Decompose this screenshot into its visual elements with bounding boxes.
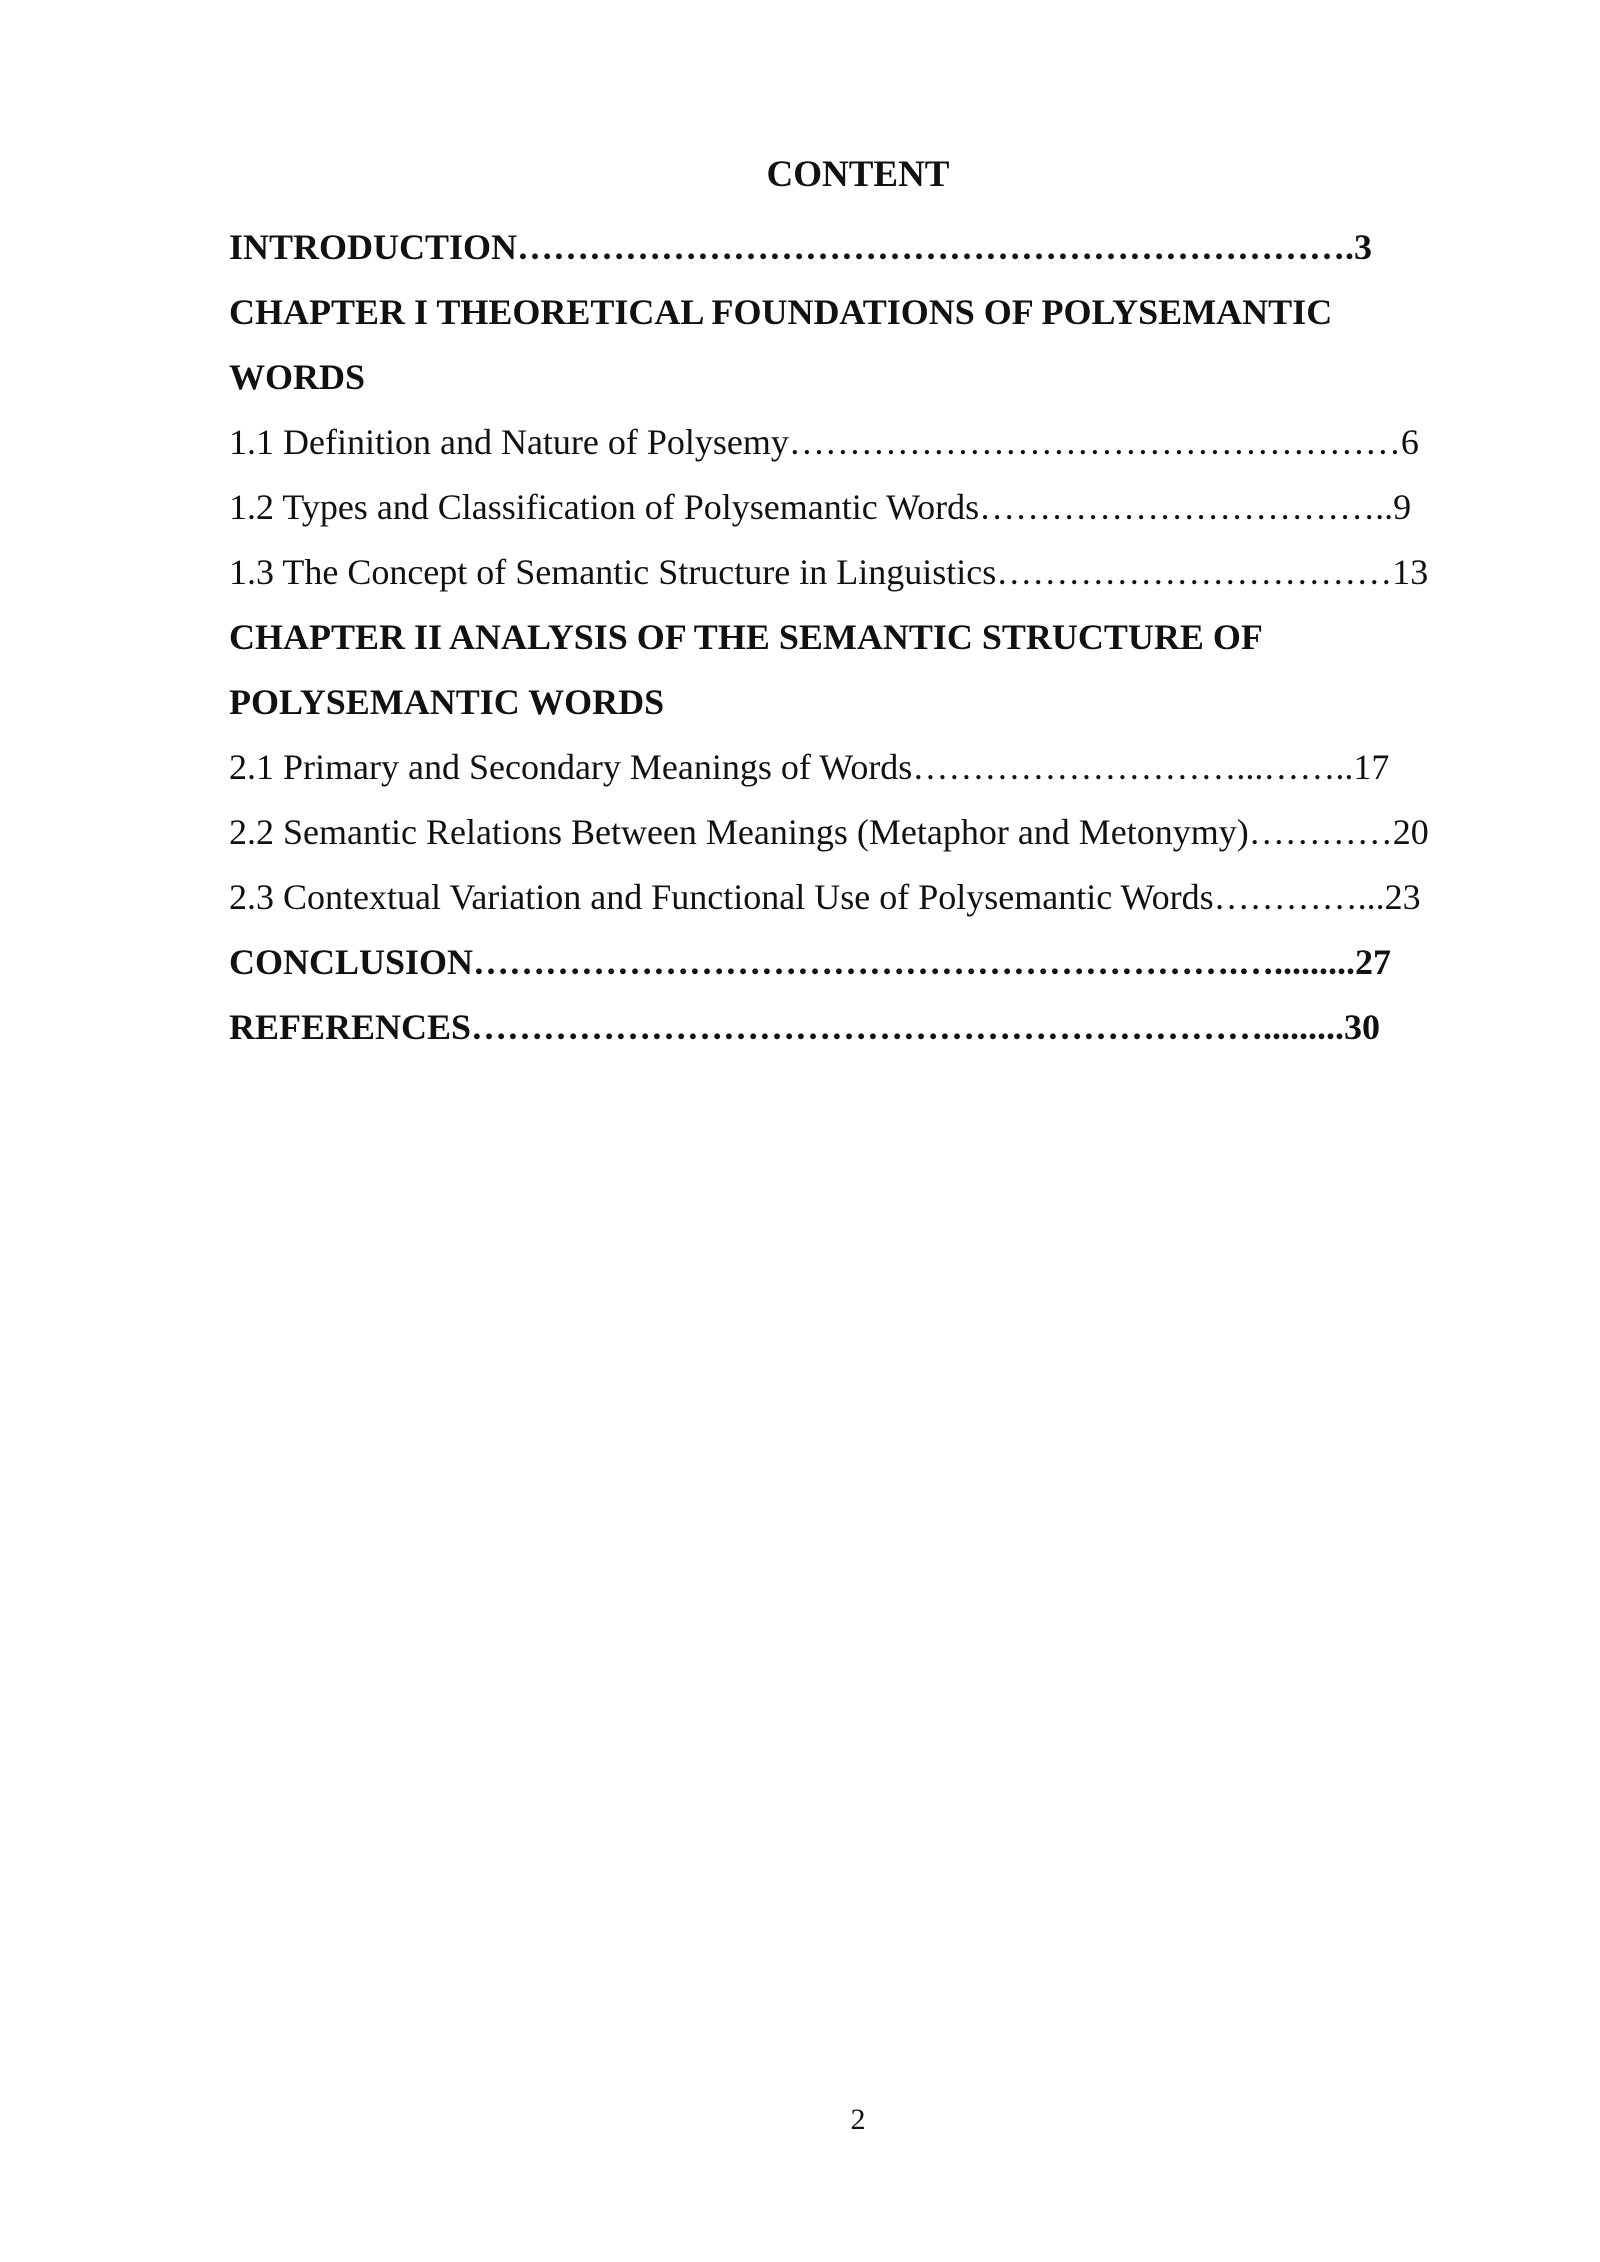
toc-entry-2-1[interactable]: 2.1 Primary and Secondary Meanings of Words………………………...……..17 bbox=[229, 747, 1390, 787]
table-of-contents bbox=[229, 215, 1484, 1060]
toc-chapter-2-heading-line-2[interactable]: POLYSEMANTIC WORDS bbox=[229, 682, 665, 722]
toc-chapter-1-heading-line-1[interactable]: CHAPTER I THEORETICAL FOUNDATIONS OF POLYSEMANTIC bbox=[229, 292, 1333, 332]
toc-entry-2-2[interactable]: 2.2 Semantic Relations Between Meanings (Metaphor and Metonymy)…………20 bbox=[229, 812, 1429, 852]
page-number: 2 bbox=[850, 2103, 866, 2136]
toc-entry-conclusion[interactable]: CONCLUSION……………………………………………………….….........27 bbox=[229, 942, 1392, 982]
toc-entry-1-3[interactable]: 1.3 The Concept of Semantic Structure in Linguistics……………………………13 bbox=[229, 552, 1429, 592]
toc-chapter-2-heading-line-1[interactable]: CHAPTER II ANALYSIS OF THE SEMANTIC STRUCTURE OF bbox=[229, 617, 1263, 657]
toc-chapter-1-heading-line-2[interactable]: WORDS bbox=[229, 357, 366, 397]
toc-entry-1-1[interactable]: 1.1 Definition and Nature of Polysemy……………………………………………6 bbox=[229, 422, 1419, 462]
toc-entry-1-2[interactable]: 1.2 Types and Classification of Polysemantic Words……………………………..9 bbox=[229, 487, 1412, 527]
toc-entry-references[interactable]: REFERENCES………………………………………………………….........30 bbox=[229, 1007, 1381, 1047]
page-title: CONTENT bbox=[766, 154, 950, 195]
toc-entry-2-3[interactable]: 2.3 Contextual Variation and Functional Use of Polysemantic Words…………...23 bbox=[229, 877, 1421, 917]
toc-entry-introduction[interactable]: INTRODUCTION…………………………………………………………….3 bbox=[229, 227, 1373, 267]
